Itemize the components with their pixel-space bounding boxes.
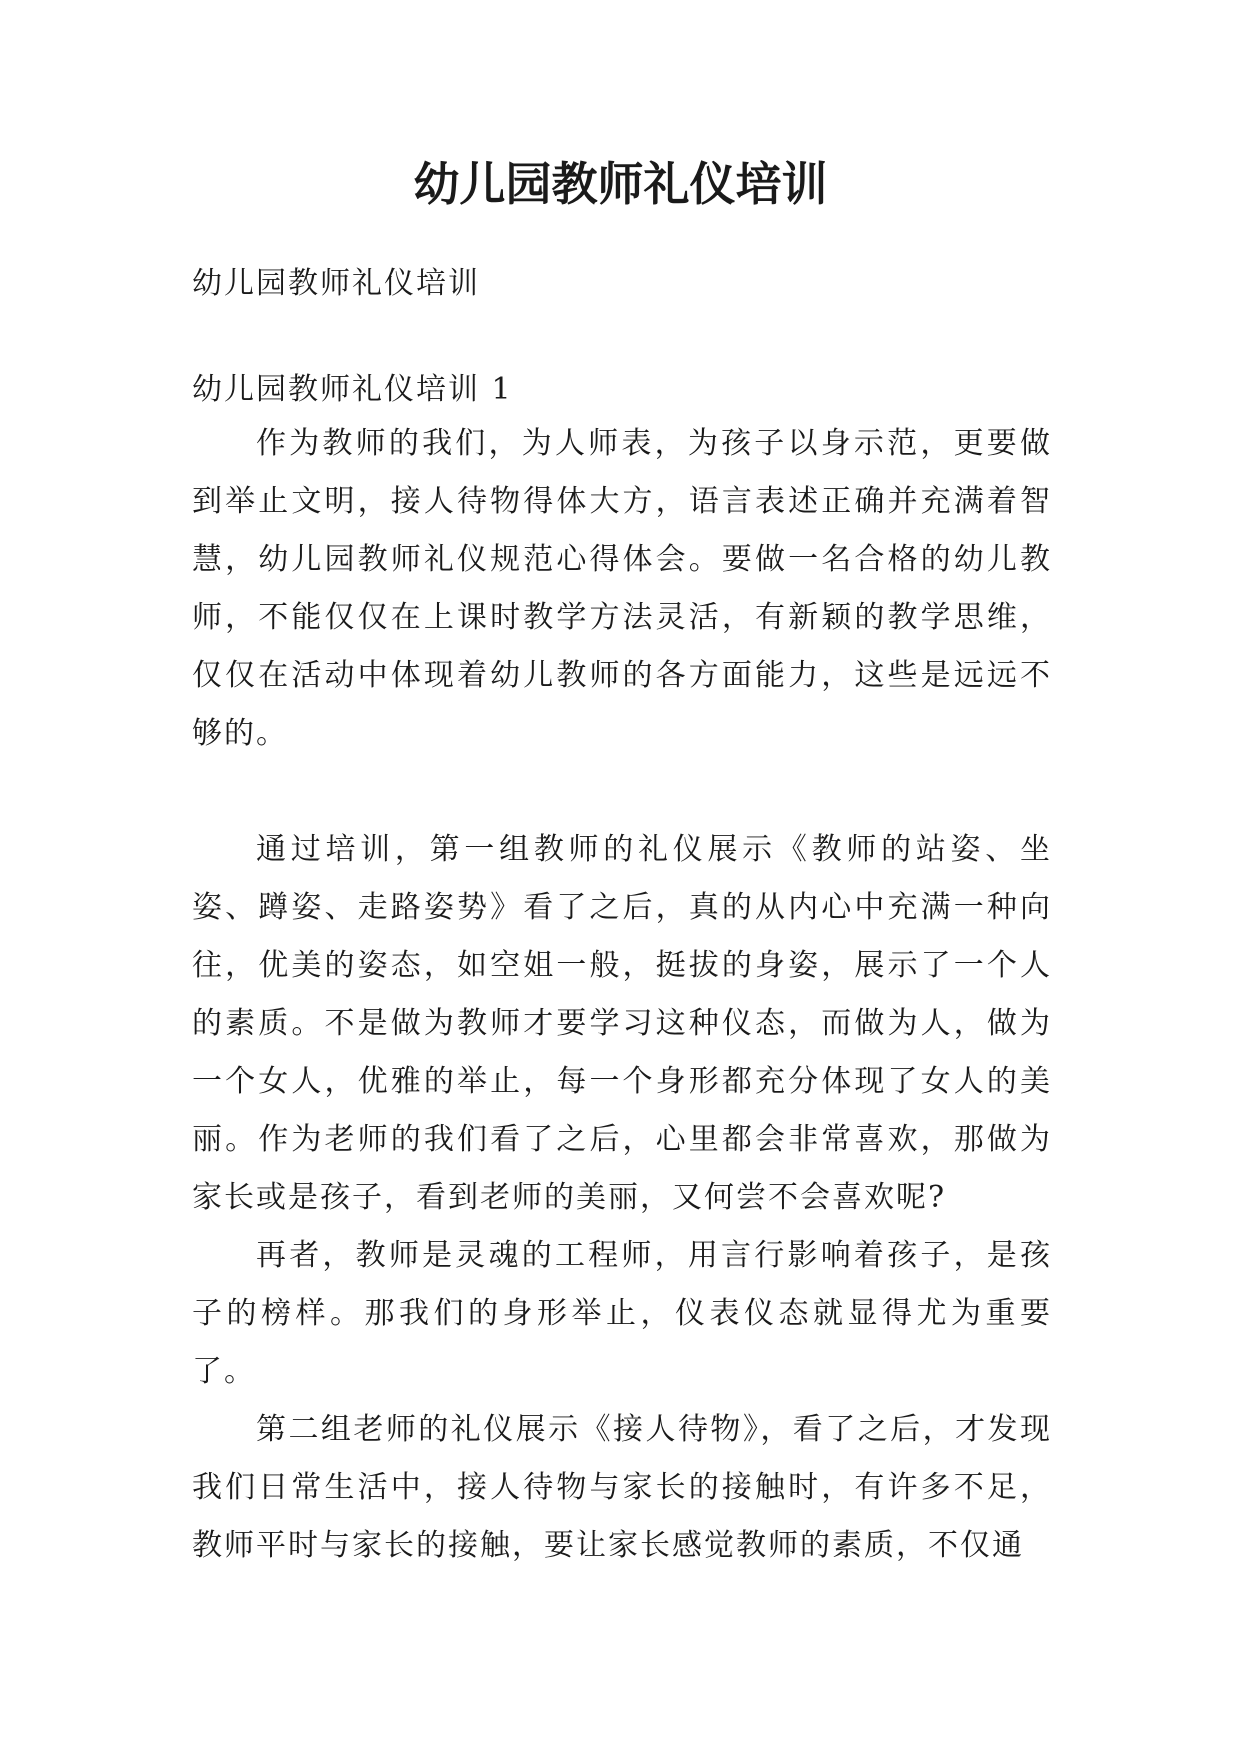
document-subtitle: 幼儿园教师礼仪培训 bbox=[192, 266, 480, 301]
document-body bbox=[192, 415, 1052, 1575]
document-title: 幼儿园教师礼仪培训 bbox=[413, 157, 828, 211]
paragraph-3: 再者，教师是灵魂的工程师，用言行影响着孩子，是孩子的榜样。那我们的身形举止，仪表仪态就显得尤为重要了。 bbox=[192, 1238, 1052, 1389]
paragraph-2: 通过培训，第一组教师的礼仪展示《教师的站姿、坐姿、蹲姿、走路姿势》看了之后，真的从内心中充满一种向往，优美的姿态，如空姐一般，挺拔的身姿，展示了一个人的素质。不是做为教师才要学习这种仪态，而做为人，做为一个女人，优雅的举止，每一个身形都充分体现了女人的美丽。作为老师的我们看了之后，心里都会非常喜欢，那做为家长或是孩子，看到老师的美丽，又何尝不会喜欢呢? bbox=[192, 832, 1052, 1215]
paragraph-4: 第二组老师的礼仪展示《接人待物》，看了之后，才发现我们日常生活中，接人待物与家长的接触时，有许多不足，教师平时与家长的接触，要让家长感觉教师的素质，不仅通 bbox=[192, 1412, 1052, 1563]
section-heading: 幼儿园教师礼仪培训 1 bbox=[192, 372, 513, 407]
paragraph-gap bbox=[192, 763, 1052, 821]
paragraph-1: 作为教师的我们，为人师表，为孩子以身示范，更要做到举止文明，接人待物得体大方，语言表述正确并充满着智慧，幼儿园教师礼仪规范心得体会。要做一名合格的幼儿教师，不能仅仅在上课时教学方法灵活，有新颖的教学思维，仅仅在活动中体现着幼儿教师的各方面能力，这些是远远不够的。 bbox=[192, 426, 1052, 751]
